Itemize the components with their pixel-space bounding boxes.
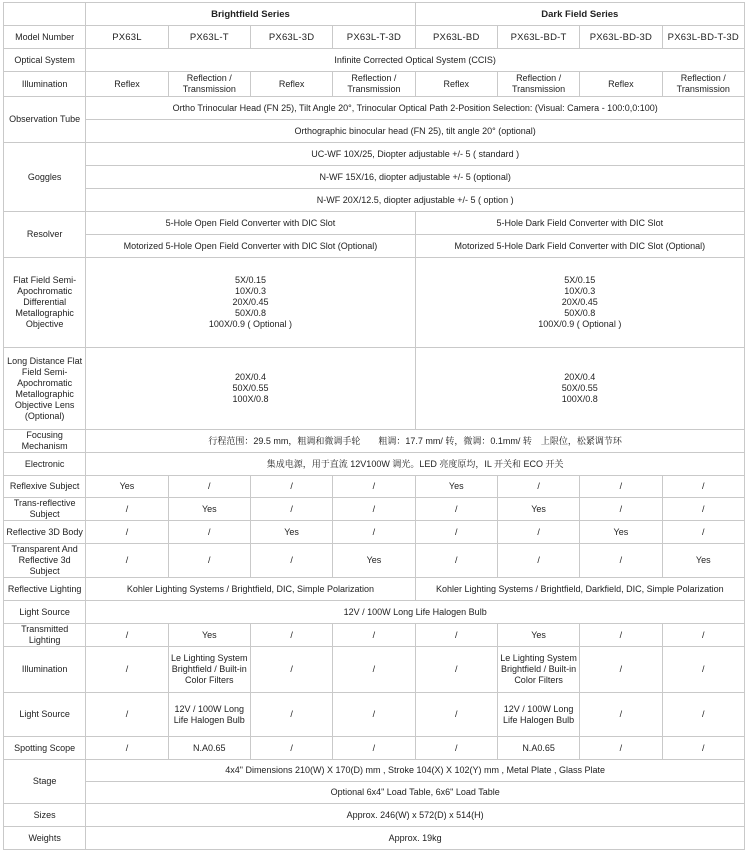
resolver-value: Motorized 5-Hole Dark Field Converter with DIC Slot (Optional): [415, 235, 744, 258]
objective-list: [86, 258, 415, 348]
value-cell: /: [580, 544, 662, 578]
objective-spec: 100X/0.8: [232, 394, 269, 404]
value-cell: /: [168, 544, 250, 578]
illumination-cell: Reflection / Transmission: [662, 72, 744, 97]
value-cell: Yes: [497, 624, 579, 647]
row-label: Light Source: [4, 693, 86, 737]
value-cell: /: [250, 498, 332, 521]
objective-spec: 50X/0.8: [234, 308, 266, 318]
objective-spec: 10X/0.3: [564, 286, 596, 296]
illumination-cell: Reflection / Transmission: [168, 72, 250, 97]
row-label: Transparent And Reflective 3d Subject: [4, 544, 86, 578]
stage-value: Optional 6x4" Load Table, 6x6" Load Table: [86, 782, 745, 804]
value-cell: /: [415, 498, 497, 521]
row-label: Light Source: [4, 601, 86, 624]
row-label: Sizes: [4, 804, 86, 827]
value-cell: /: [497, 544, 579, 578]
model-cell: PX63L-BD-T-3D: [662, 26, 744, 49]
row-label: Reflective Lighting: [4, 578, 86, 601]
row-label: Reflexive Subject: [4, 476, 86, 498]
value-cell: /: [580, 624, 662, 647]
objective-list: [86, 348, 415, 430]
illumination-cell: Reflex: [415, 72, 497, 97]
goggles-value: N-WF 20X/12.5, diopter adjustable +/- 5 ( option ): [86, 189, 745, 212]
reflective-3d-body-row: [4, 521, 745, 544]
model-cell: PX63L-BD-T: [497, 26, 579, 49]
illumination-cell: Reflection / Transmission: [497, 72, 579, 97]
row-label: Long Distance Flat Field Semi-Apochromatic Metallographic Objective Lens (Optional): [4, 348, 86, 430]
row-label: Flat Field Semi-Apochromatic Differential Metallographic Objective: [4, 258, 86, 348]
objective-spec: 20X/0.4: [234, 372, 266, 382]
value-cell: /: [86, 693, 168, 737]
reflective-lighting-row: [4, 578, 745, 601]
objective-spec: 100X/0.9 ( Optional ): [538, 319, 622, 329]
goggles-value: UC-WF 10X/25, Diopter adjustable +/- 5 ( standard ): [86, 143, 745, 166]
objective-spec: 5X/0.15: [564, 275, 596, 285]
resolver-value: Motorized 5-Hole Open Field Converter with DIC Slot (Optional): [86, 235, 415, 258]
darkfield-series-header: Dark Field Series: [415, 3, 744, 26]
value-cell: Yes: [580, 521, 662, 544]
illumination-row: [4, 72, 745, 97]
value-cell: Le Lighting System Brightfield / Built-in Color Filters: [497, 647, 579, 693]
observation-tube-value: Orthographic binocular head (FN 25), tilt angle 20° (optional): [86, 120, 745, 143]
series-header-row: [4, 3, 745, 26]
resolver-value: 5-Hole Dark Field Converter with DIC Slot: [415, 212, 744, 235]
value-cell: Yes: [333, 544, 415, 578]
value-cell: /: [415, 693, 497, 737]
weights-row: [4, 827, 745, 850]
value-cell: Yes: [497, 498, 579, 521]
value-cell: /: [86, 544, 168, 578]
long-distance-objective-row: [4, 348, 745, 430]
resolver-row: [4, 235, 745, 258]
model-cell: PX63L-BD: [415, 26, 497, 49]
light-source-row: [4, 601, 745, 624]
resolver-row: [4, 212, 745, 235]
value-cell: /: [333, 624, 415, 647]
objective-spec: 20X/0.45: [561, 297, 598, 307]
value-cell: /: [662, 737, 744, 760]
row-label: Weights: [4, 827, 86, 850]
flat-field-objective-row: [4, 258, 745, 348]
value-cell: /: [86, 647, 168, 693]
value-cell: /: [250, 693, 332, 737]
value-cell: /: [415, 647, 497, 693]
value-cell: /: [250, 624, 332, 647]
observation-tube-row: [4, 120, 745, 143]
weights-value: Approx. 19kg: [86, 827, 745, 850]
value-cell: /: [662, 498, 744, 521]
value-cell: N.A0.65: [168, 737, 250, 760]
objective-spec: 100X/0.9 ( Optional ): [208, 319, 292, 329]
stage-row: [4, 782, 745, 804]
reflective-lighting-value: Kohler Lighting Systems / Brightfield, DIC, Simple Polarization: [86, 578, 415, 601]
value-cell: 12V / 100W Long Life Halogen Bulb: [168, 693, 250, 737]
value-cell: /: [250, 647, 332, 693]
observation-tube-row: [4, 97, 745, 120]
illumination-transmitted-row: [4, 647, 745, 693]
reflective-lighting-value: Kohler Lighting Systems / Brightfield, Darkfield, DIC, Simple Polarization: [415, 578, 744, 601]
model-number-row: [4, 26, 745, 49]
model-cell: PX63L-T: [168, 26, 250, 49]
row-label: Spotting Scope: [4, 737, 86, 760]
value-cell: Yes: [250, 521, 332, 544]
value-cell: /: [415, 521, 497, 544]
row-label: Resolver: [4, 212, 86, 258]
trans-reflective-subject-row: [4, 498, 745, 521]
transmitted-lighting-row: [4, 624, 745, 647]
value-cell: /: [250, 476, 332, 498]
value-cell: /: [580, 498, 662, 521]
value-cell: /: [333, 498, 415, 521]
illumination-cell: Reflex: [250, 72, 332, 97]
value-cell: /: [662, 476, 744, 498]
value-cell: /: [415, 624, 497, 647]
optical-system-value: Infinite Corrected Optical System (CCIS): [86, 49, 745, 72]
value-cell: 12V / 100W Long Life Halogen Bulb: [497, 693, 579, 737]
value-cell: /: [415, 544, 497, 578]
value-cell: /: [497, 476, 579, 498]
light-source-transmitted-row: [4, 693, 745, 737]
value-cell: /: [580, 476, 662, 498]
row-label: Optical System: [4, 49, 86, 72]
value-cell: /: [86, 521, 168, 544]
value-cell: /: [662, 521, 744, 544]
objective-spec: 50X/0.55: [561, 383, 598, 393]
objective-spec: 5X/0.15: [234, 275, 266, 285]
value-cell: /: [333, 521, 415, 544]
value-cell: /: [662, 647, 744, 693]
value-cell: /: [333, 647, 415, 693]
goggles-row: [4, 189, 745, 212]
illumination-cell: Reflex: [580, 72, 662, 97]
row-label: Model Number: [4, 26, 86, 49]
objective-spec: 100X/0.8: [561, 394, 598, 404]
value-cell: /: [168, 476, 250, 498]
focusing-mechanism-row: [4, 430, 745, 453]
value-cell: /: [333, 476, 415, 498]
value-cell: /: [415, 737, 497, 760]
value-cell: /: [86, 498, 168, 521]
goggles-value: N-WF 15X/16, diopter adjustable +/- 5 (optional): [86, 166, 745, 189]
value-cell: /: [250, 544, 332, 578]
value-cell: /: [86, 624, 168, 647]
value-cell: Le Lighting System Brightfield / Built-in Color Filters: [168, 647, 250, 693]
value-cell: /: [333, 693, 415, 737]
observation-tube-value: Ortho Trinocular Head (FN 25), Tilt Angle 20°, Trinocular Optical Path 2-Position Selection: (Visual: Camera - 100:0,0:100): [86, 97, 745, 120]
model-cell: PX63L: [86, 26, 168, 49]
value-cell: /: [86, 737, 168, 760]
value-cell: Yes: [168, 498, 250, 521]
model-cell: PX63L-BD-3D: [580, 26, 662, 49]
value-cell: /: [168, 521, 250, 544]
electronic-row: [4, 453, 745, 476]
electronic-value: 集成电源，用于直流 12V100W 调光。LED 亮度原均，IL 开关和 ECO 开关: [86, 453, 745, 476]
model-cell: PX63L-T-3D: [333, 26, 415, 49]
stage-row: [4, 760, 745, 782]
sizes-value: Approx. 246(W) x 572(D) x 514(H): [86, 804, 745, 827]
objective-spec: 20X/0.45: [232, 297, 269, 307]
value-cell: N.A0.65: [497, 737, 579, 760]
value-cell: /: [662, 624, 744, 647]
value-cell: /: [497, 521, 579, 544]
value-cell: /: [580, 693, 662, 737]
value-cell: Yes: [86, 476, 168, 498]
row-label: Observation Tube: [4, 97, 86, 143]
row-label: Reflective 3D Body: [4, 521, 86, 544]
objective-list: [415, 348, 744, 430]
spotting-scope-row: [4, 737, 745, 760]
objective-list: [415, 258, 744, 348]
value-cell: /: [333, 737, 415, 760]
value-cell: Yes: [168, 624, 250, 647]
focusing-mechanism-value: 行程范围：29.5 mm，粗调和微调手轮 粗调：17.7 mm/ 转，微调：0.1mm/ 转 上限位，松紧调节环: [86, 430, 745, 453]
spec-table: [3, 2, 745, 850]
row-label: Transmitted Lighting: [4, 624, 86, 647]
objective-spec: 20X/0.4: [564, 372, 596, 382]
goggles-row: [4, 166, 745, 189]
row-label: Illumination: [4, 647, 86, 693]
row-label: Focusing Mechanism: [4, 430, 86, 453]
row-label: Trans-reflective Subject: [4, 498, 86, 521]
model-cell: PX63L-3D: [250, 26, 332, 49]
stage-value: 4x4" Dimensions 210(W) X 170(D) mm , Stroke 104(X) X 102(Y) mm , Metal Plate , Glass Plate: [86, 760, 745, 782]
value-cell: /: [662, 693, 744, 737]
brightfield-series-header: Brightfield Series: [86, 3, 415, 26]
sizes-row: [4, 804, 745, 827]
value-cell: /: [250, 737, 332, 760]
value-cell: /: [580, 647, 662, 693]
row-label: Stage: [4, 760, 86, 804]
reflexive-subject-row: [4, 476, 745, 498]
resolver-value: 5-Hole Open Field Converter with DIC Slot: [86, 212, 415, 235]
light-source-value: 12V / 100W Long Life Halogen Bulb: [86, 601, 745, 624]
transparent-reflective-3d-row: [4, 544, 745, 578]
value-cell: Yes: [415, 476, 497, 498]
row-label: Illumination: [4, 72, 86, 97]
row-label: Electronic: [4, 453, 86, 476]
objective-spec: 50X/0.8: [564, 308, 596, 318]
value-cell: Yes: [662, 544, 744, 578]
goggles-row: [4, 143, 745, 166]
corner-cell: [4, 3, 86, 26]
optical-system-row: [4, 49, 745, 72]
value-cell: /: [580, 737, 662, 760]
row-label: Goggles: [4, 143, 86, 212]
illumination-cell: Reflex: [86, 72, 168, 97]
illumination-cell: Reflection / Transmission: [333, 72, 415, 97]
objective-spec: 10X/0.3: [234, 286, 266, 296]
objective-spec: 50X/0.55: [232, 383, 269, 393]
